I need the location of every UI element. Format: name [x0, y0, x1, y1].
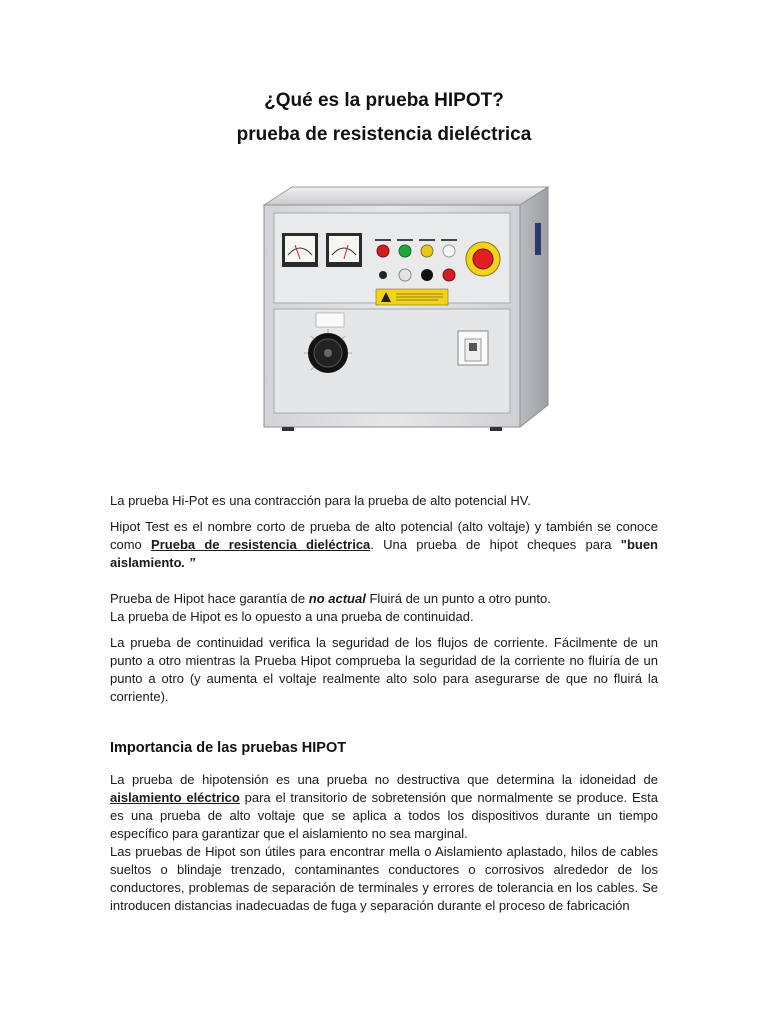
- paragraph-uses: Las pruebas de Hipot son útiles para encontrar mella o Aislamiento aplastado, hilos de cables sueltos o blindaje trenzado, contaminantes conductores o corrosivos alrededor de los conductores, problemas de separación de terminales y errores de tolerancia en los cables. Se introducen distancias inadecuadas de fuga y separación durante el proceso de fabricación: [110, 844, 658, 913]
- paragraph-importance: La prueba de hipotensión es una prueba no destructiva que determina la idoneidad de aislamiento eléctrico para el transitorio de sobretensión que normalmente se produce. Esta es una prueba de alto voltaje que se aplica a todos los dispositivos durante un tiempo específico para garantizar que el aislamiento no sea marginal.: [110, 772, 658, 841]
- hipot-tester-image: [258, 183, 553, 445]
- voltmeter: [282, 233, 318, 267]
- paragraph-guarantee: Prueba de Hipot hace garantía de no actual Fluirá de un punto a otro punto. La prueba de Hipot es lo opuesto a una prueba de continuidad.: [110, 591, 551, 624]
- paragraph-continuity: La prueba de continuidad verifica la seguridad de los flujos de corriente. Fácilmente de un punto a otro mientras la Prueba Hipot comprueba la seguridad de la corriente no fluiría de un punto a otro (y aumenta el voltaje realmente alto solo para asegurarse de que no fluirá la corriente).: [110, 635, 658, 704]
- paragraph-intro: La prueba Hi-Pot es una contracción para la prueba de alto potencial HV.: [110, 493, 531, 508]
- dielectric-strength-link[interactable]: Prueba de resistencia dieléctrica: [151, 537, 371, 552]
- electrical-insulation-link[interactable]: aislamiento eléctrico: [110, 790, 240, 805]
- page-title: ¿Qué es la prueba HIPOT?: [264, 90, 504, 111]
- page-subtitle: prueba de resistencia dieléctrica: [236, 124, 532, 145]
- ammeter: [326, 233, 362, 267]
- section-heading: Importancia de las pruebas HIPOT: [110, 740, 347, 756]
- paragraph-definition: Hipot Test es el nombre corto de prueba de alto potencial (alto voltaje) y también se conoce como Prueba de resistencia dieléctrica. Una prueba de hipot cheques para "buen aislamiento. ”: [110, 519, 658, 570]
